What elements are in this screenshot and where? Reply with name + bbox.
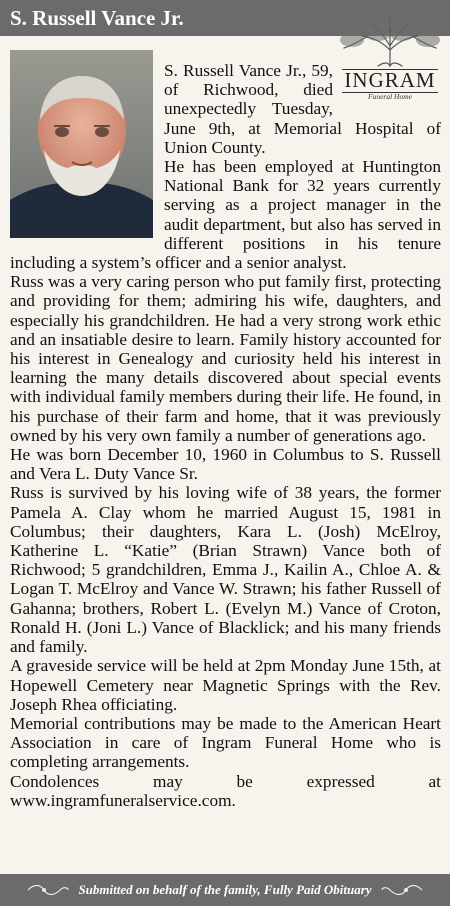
footer-note: Submitted on behalf of the family, Fully Paid Obituary xyxy=(78,882,372,897)
paragraph-intro: S. Russell Vance Jr., 59, of Richwood, died unexpectedly Tuesday, June 9th, at Memorial Hospital of Union County. xyxy=(164,61,441,157)
logo-name: INGRAM xyxy=(344,68,436,92)
paragraph-memorial: Memorial contributions may be made to the American Heart Association in care of Ingram Funeral Home who is completing arrangements. xyxy=(10,713,441,772)
page-title: S. Russell Vance Jr. xyxy=(10,6,184,30)
tree-icon xyxy=(338,6,442,68)
paragraph-condolences: Condolences may be expressed at www.ingramfuneralservice.com. xyxy=(10,771,441,810)
obituary-body xyxy=(10,61,441,810)
paragraph-service: A graveside service will be held at 2pm Monday June 15th, at Hopewell Cemetery near Magnetic Springs with the Rev. Joseph Rhea officiating. xyxy=(10,656,441,714)
paragraph-character: Russ was a very caring person who put family first, protecting and providing for them; admiring his wife, daughters, and especially his grandchildren. He had a very strong work ethic and an insatiable desire to learn. Family history accounted for his interest in Genealogy and curiosity held his interest in learning the many details discovered about special events with individual family members during their life. He found, in his purchase of their farm and home, that it was previously owned by his very own family a number of generations ago. xyxy=(10,272,441,445)
logo-subtitle: Funeral Home xyxy=(368,92,412,101)
paragraph-birth: He was born December 10, 1960 in Columbus to S. Russell and Vera L. Duty Vance Sr. xyxy=(10,445,441,484)
paragraph-career: He has been employed at Huntington National Bank for 32 years currently serving as a project manager in the audit department, but also has served in different positions in his tenure including a system’s officer and a senior analyst. xyxy=(10,157,441,273)
footer-bar xyxy=(0,874,450,906)
ornament-right-icon xyxy=(380,882,424,898)
photo-space xyxy=(10,61,153,248)
logo-space xyxy=(337,61,441,101)
paragraph-survivors: Russ is survived by his loving wife of 38 years, the former Pamela A. Clay whom he married August 15, 1981 in Columbus; their daughters, Kara L. (Josh) McElroy, Katherine L. “Katie” (Brian Strawn) Vance both of Richwood; 5 grandchildren, Emma J., Kailin A., Chloe A. & Logan T. McElroy and Vance W. Strawn; his father Russell of Gahanna; brothers, Robert L. (Evelyn M.) Vance of Croton, Ronald H. (Joni L.) Vance of Blacklick; and his many friends and family. xyxy=(10,483,441,657)
